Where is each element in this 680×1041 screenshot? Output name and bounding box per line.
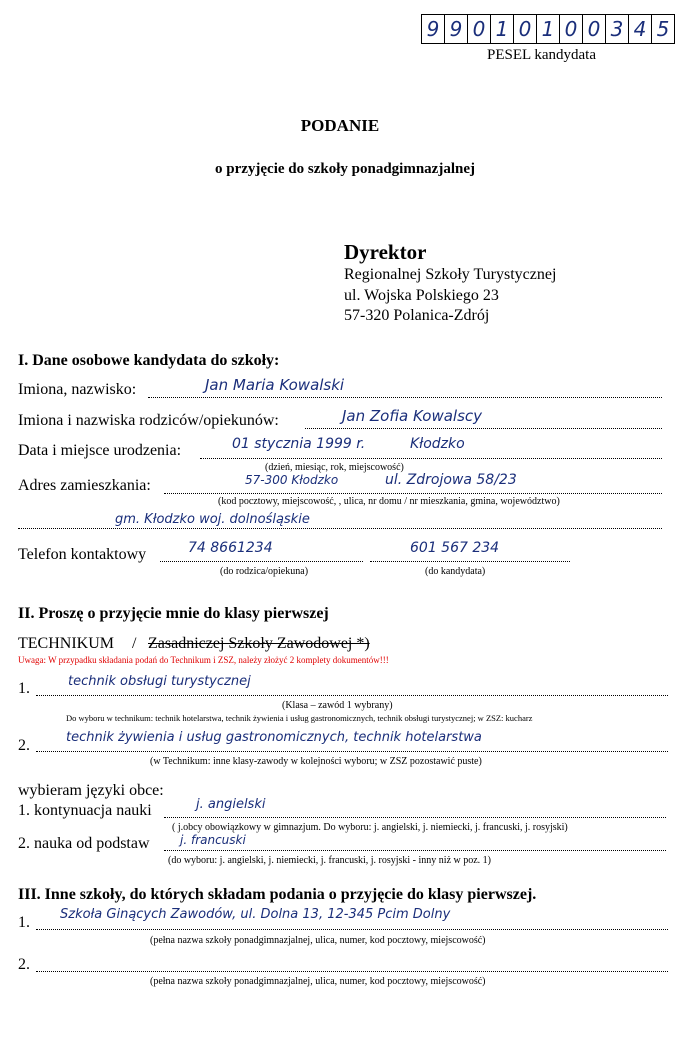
school1-number: 1. (18, 914, 30, 931)
birth-label: Data i miejsce urodzenia: (18, 442, 182, 459)
phone-candidate-dotted (370, 561, 570, 562)
address-label: Adres zamieszkania: (18, 477, 151, 494)
parents-value[interactable]: Jan Zofia Kowalscy (342, 407, 483, 425)
pesel-digit-box[interactable]: 3 (606, 15, 629, 43)
lang2-value[interactable]: j. francuski (180, 833, 246, 847)
languages-heading: wybieram języki obce: (18, 782, 164, 799)
section2-heading: II. Proszę o przyjęcie mnie do klasy pierwszej (18, 605, 329, 622)
choice1-dotted (36, 695, 668, 696)
lang1-label: 1. kontynuacja nauki (18, 802, 152, 819)
choice1-hint: (Klasa – zawód 1 wybrany) (282, 700, 393, 711)
birth-hint: (dzień, miesiąc, rok, miejscowość) (265, 462, 404, 473)
choice1-value[interactable]: technik obsługi turystycznej (68, 674, 251, 689)
school1-value[interactable]: Szkoła Ginących Zawodów, ul. Dolna 13, 12-345 Pcim Dolny (60, 907, 451, 922)
page-title: PODANIE (300, 116, 380, 135)
choice1-number: 1. (18, 680, 30, 697)
warning-note: Uwaga: W przypadku składania podań do Technikum i ZSZ, należy złożyć 2 komplety dokumentów!!! (18, 655, 389, 665)
name-label: Imiona, nazwisko: (18, 381, 137, 398)
phone-parent-hint: (do rodzica/opiekuna) (220, 566, 309, 577)
phone-candidate-hint: (do kandydata) (425, 566, 486, 577)
address-line2-value[interactable]: gm. Kłodzko woj. dolnośląskie (115, 512, 310, 527)
address-hint: (kod pocztowy, miejscowość, , ulica, nr domu / nr mieszkania, gmina, województwo) (218, 496, 560, 507)
birth-dotted-line (200, 458, 662, 459)
pesel-boxes (421, 14, 675, 44)
pesel-digit-box[interactable]: 0 (583, 15, 606, 43)
section3-heading: III. Inne szkoły, do których składam podania o przyjęcie do klasy pierwszej. (18, 886, 537, 903)
address-street[interactable]: ul. Zdrojowa 58/23 (385, 472, 517, 488)
school1-dotted (36, 929, 668, 930)
section1-heading: I. Dane osobowe kandydata do szkoły: (18, 352, 280, 369)
address-line2-dotted (18, 528, 662, 529)
address-dotted-line (164, 493, 662, 494)
addressee-line1: Regionalnej Szkoły Turystycznej (344, 266, 557, 283)
pesel-digit-box[interactable]: 0 (560, 15, 583, 43)
pesel-digit-box[interactable]: 1 (491, 15, 514, 43)
phone-parent-value[interactable]: 74 8661234 (188, 540, 273, 556)
addressee-line3: 57-320 Polanica-Zdrój (344, 307, 490, 324)
school2-dotted[interactable] (36, 971, 668, 972)
pesel-digit-box[interactable]: 1 (537, 15, 560, 43)
addressee-line2: ul. Wojska Polskiego 23 (344, 287, 499, 304)
choice1-options: Do wyboru w technikum: technik hotelarstwa, technik żywienia i usług gastronomicznych, technik obsługi turystycznej; w ZSZ: kucharz (66, 713, 533, 723)
pesel-digit-box[interactable]: 9 (445, 15, 468, 43)
choice2-value[interactable]: technik żywienia i usług gastronomicznych, technik hotelarstwa (66, 730, 482, 745)
lang2-label: 2. nauka od podstaw (18, 835, 150, 852)
pesel-digit-box[interactable]: 5 (656, 17, 670, 41)
phone-parent-dotted (160, 561, 363, 562)
pesel-digit-box[interactable]: 9 (422, 15, 445, 43)
address-postal[interactable]: 57-300 Kłodzko (245, 473, 339, 487)
option-slash: / (132, 635, 137, 652)
birth-place[interactable]: Kłodzko (410, 436, 465, 452)
lang2-dotted (164, 850, 666, 851)
choice2-dotted (36, 751, 668, 752)
school2-hint: (pełna nazwa szkoły ponadgimnazjalnej, ulica, numer, kod pocztowy, miejscowość) (150, 976, 486, 987)
phone-candidate-value[interactable]: 601 567 234 (410, 540, 500, 556)
pesel-label: PESEL kandydata (487, 47, 597, 63)
technikum-option[interactable]: TECHNIKUM (18, 635, 114, 652)
pesel-digit-box[interactable]: 4 (629, 15, 652, 43)
school1-hint: (pełna nazwa szkoły ponadgimnazjalnej, ulica, numer, kod pocztowy, miejscowość) (150, 935, 486, 946)
lang1-dotted (164, 817, 666, 818)
birth-date[interactable]: 01 stycznia 1999 r. (232, 436, 366, 452)
lang2-hint: (do wyboru: j. angielski, j. niemiecki, j. francuski, j. rosyjski - inny niż w poz. 1) (168, 855, 491, 866)
addressee-role: Dyrektor (344, 240, 427, 264)
choice2-hint: (w Technikum: inne klasy-zawody w kolejności wyboru; w ZSZ pozostawić puste) (150, 756, 482, 767)
parents-label: Imiona i nazwiska rodziców/opiekunów: (18, 412, 279, 429)
page-subtitle: o przyjęcie do szkoły ponadgimnazjalnej (215, 161, 475, 177)
school2-number: 2. (18, 956, 30, 973)
parents-dotted-line (305, 428, 662, 429)
lang1-hint: ( j.obcy obowiązkowy w gimnazjum. Do wyboru: j. angielski, j. niemiecki, j. francuski, j. rosyjski) (172, 822, 568, 833)
name-value[interactable]: Jan Maria Kowalski (205, 376, 345, 394)
choice2-number: 2. (18, 737, 30, 754)
pesel-digit-box[interactable]: 0 (514, 15, 537, 43)
pesel-digit-box[interactable]: 0 (468, 15, 491, 43)
phone-label: Telefon kontaktowy (18, 546, 147, 563)
lang1-value[interactable]: j. angielski (196, 797, 266, 812)
name-dotted-line (148, 397, 662, 398)
zsz-option-struck[interactable]: Zasadniczej Szkoły Zawodowej *) (148, 635, 370, 652)
